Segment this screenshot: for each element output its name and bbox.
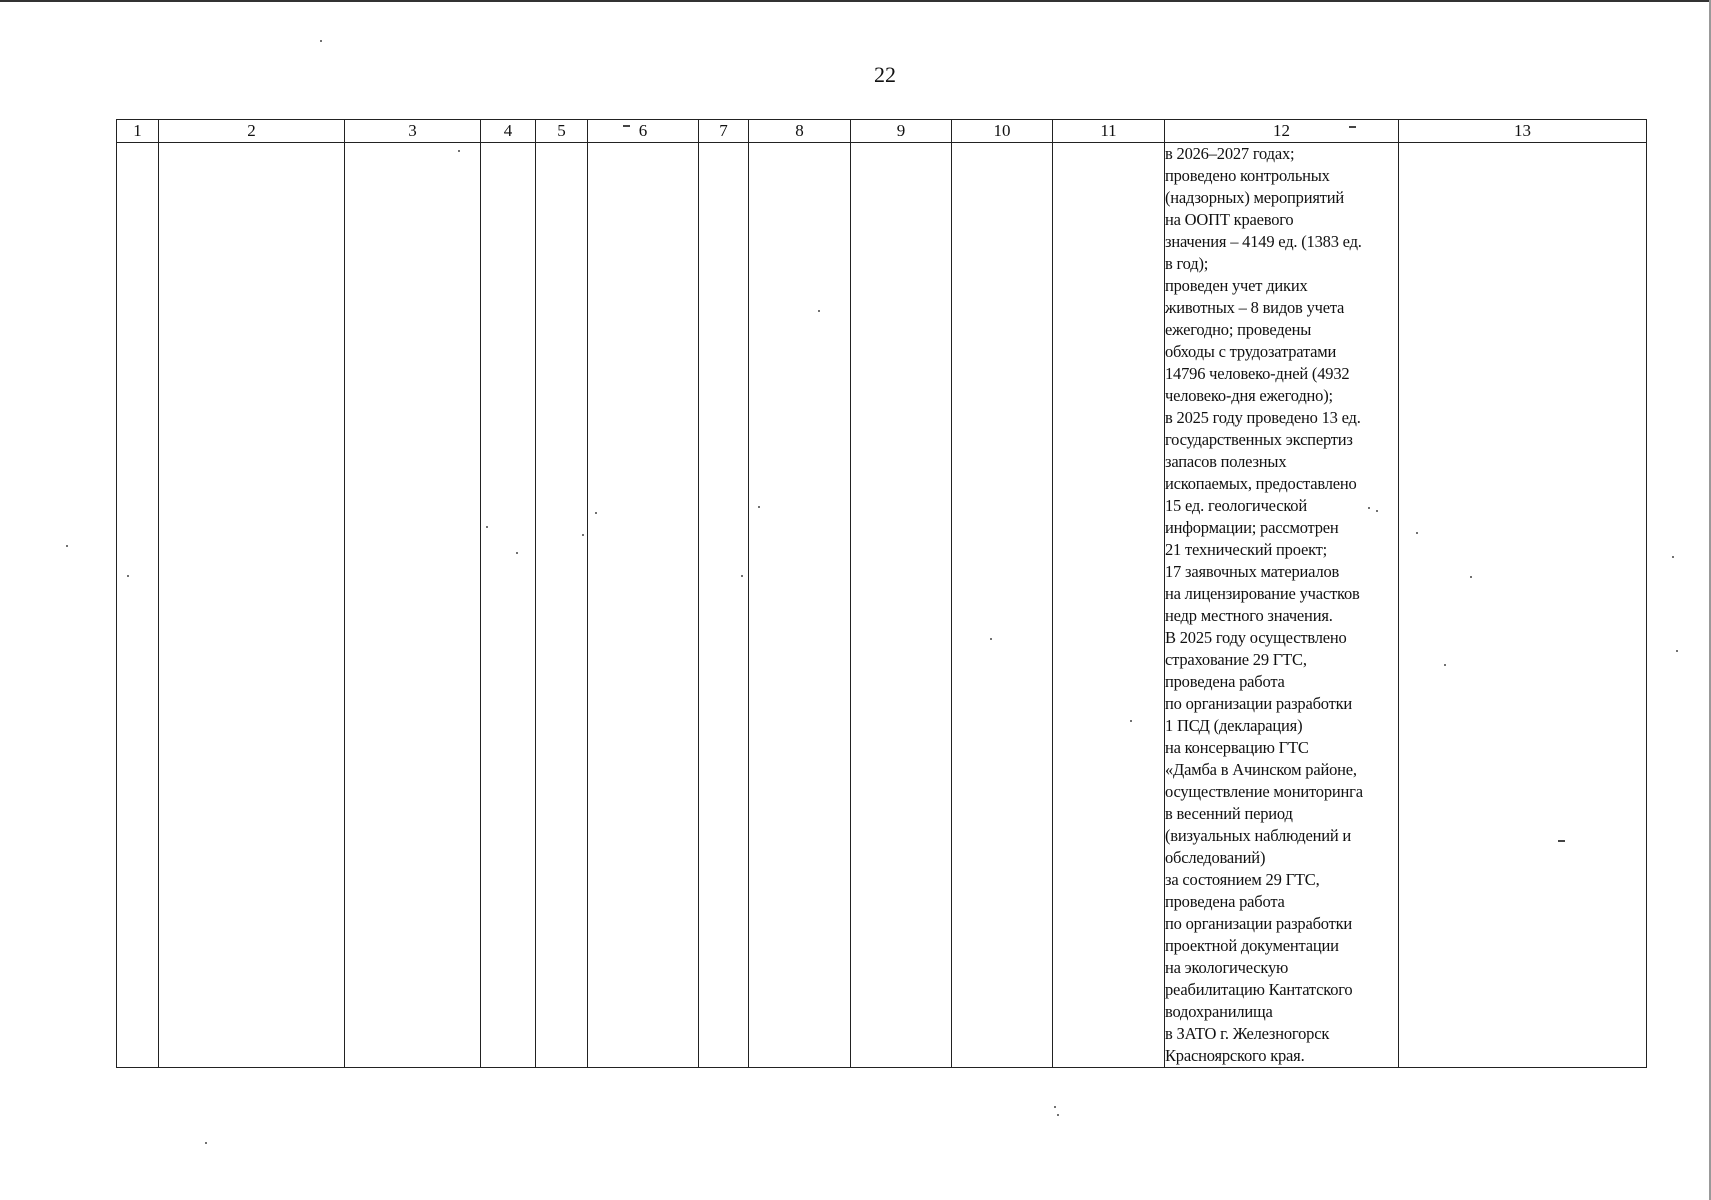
- column-header-11: 11: [1053, 120, 1165, 143]
- column-header-12: 12: [1165, 120, 1399, 143]
- scan-speck: [1057, 1114, 1059, 1116]
- scan-speck: [741, 575, 743, 577]
- cell-col-7: [699, 143, 749, 1068]
- result-line: водохранилища: [1165, 1002, 1273, 1021]
- cell-col-5: [536, 143, 588, 1068]
- cell-col-12-results: [1165, 143, 1399, 1068]
- column-header-4: 4: [481, 120, 536, 143]
- scan-speck: [818, 310, 820, 312]
- page-number: 22: [874, 62, 896, 87]
- result-line: за состоянием 29 ГТС,: [1165, 870, 1320, 889]
- cell-col-2: [159, 143, 345, 1068]
- scan-dash: [1349, 126, 1356, 128]
- scan-speck: [516, 552, 518, 554]
- column-header-1: 1: [117, 120, 159, 143]
- result-line: на ООПТ краевого: [1165, 210, 1294, 229]
- scan-speck: [1376, 510, 1378, 512]
- result-line: «Дамба в Ачинском районе,: [1165, 760, 1357, 779]
- result-line: на лицензирование участков: [1165, 584, 1360, 603]
- scan-speck: [127, 575, 129, 577]
- scan-speck: [595, 512, 597, 514]
- result-line: 21 технический проект;: [1165, 540, 1328, 559]
- result-line: проектной документации: [1165, 936, 1339, 955]
- result-line: (визуальных наблюдений и: [1165, 826, 1352, 845]
- result-line: (надзорных) мероприятий: [1165, 188, 1344, 207]
- result-line: проведена работа: [1165, 672, 1285, 691]
- document-table: [116, 119, 1647, 1068]
- scan-speck: [1672, 556, 1674, 558]
- result-line: в 2025 году проведено 13 ед.: [1165, 408, 1361, 427]
- result-line: на экологическую: [1165, 958, 1289, 977]
- result-line: в 2026–2027 годах;: [1165, 144, 1295, 163]
- result-line: по организации разработки: [1165, 914, 1353, 933]
- scan-speck: [582, 534, 584, 536]
- result-line: в год);: [1165, 254, 1209, 273]
- result-line: по организации разработки: [1165, 694, 1353, 713]
- result-line: недр местного значения.: [1165, 606, 1333, 625]
- result-line: на консервацию ГТС: [1165, 738, 1309, 757]
- cell-col-1: [117, 143, 159, 1068]
- column-number-row: [117, 120, 1647, 143]
- cell-col-11: [1053, 143, 1165, 1068]
- cell-col-4: [481, 143, 536, 1068]
- column-header-10: 10: [952, 120, 1053, 143]
- scan-speck: [458, 150, 460, 152]
- result-line: животных – 8 видов учета: [1165, 298, 1345, 317]
- scan-speck: [1368, 507, 1370, 509]
- cell-col-13: [1399, 143, 1647, 1068]
- cell-col-9: [851, 143, 952, 1068]
- scan-speck: [205, 1142, 207, 1144]
- cell-col-10: [952, 143, 1053, 1068]
- result-line: осуществление мониторинга: [1165, 782, 1363, 801]
- column-header-2: 2: [159, 120, 345, 143]
- cell-col-3: [345, 143, 481, 1068]
- result-line: проведен учет диких: [1165, 276, 1308, 295]
- scan-dash: [623, 125, 630, 127]
- scan-speck: [66, 545, 68, 547]
- result-line: реабилитацию Кантатского: [1165, 980, 1353, 999]
- result-line: проведена работа: [1165, 892, 1285, 911]
- result-line: обследований): [1165, 848, 1266, 867]
- result-line: ежегодно; проведены: [1165, 320, 1312, 339]
- column-header-5: 5: [536, 120, 588, 143]
- scan-edge-top: [0, 0, 1711, 2]
- result-line: обходы с трудозатратами: [1165, 342, 1337, 361]
- scan-speck: [990, 638, 992, 640]
- cell-col-8: [749, 143, 851, 1068]
- scan-speck: [1416, 532, 1418, 534]
- column-header-8: 8: [749, 120, 851, 143]
- result-line: в ЗАТО г. Железногорск: [1165, 1024, 1330, 1043]
- scan-speck: [1130, 720, 1132, 722]
- scan-speck: [486, 526, 488, 528]
- result-line: информации; рассмотрен: [1165, 518, 1339, 537]
- column-header-7: 7: [699, 120, 749, 143]
- result-line: 17 заявочных материалов: [1165, 562, 1340, 581]
- result-line: 1 ПСД (декларация): [1165, 716, 1303, 735]
- result-line: в весенний период: [1165, 804, 1293, 823]
- result-line: Красноярского края.: [1165, 1046, 1305, 1065]
- column-header-9: 9: [851, 120, 952, 143]
- scan-speck: [320, 40, 322, 42]
- cell-col-6: [588, 143, 699, 1068]
- result-line: 15 ед. геологической: [1165, 496, 1307, 515]
- result-line: запасов полезных: [1165, 452, 1287, 471]
- result-line: ископаемых, предоставлено: [1165, 474, 1357, 493]
- scan-speck: [1676, 650, 1678, 652]
- result-line: человеко-дня ежегодно);: [1165, 386, 1333, 405]
- table-row: [117, 143, 1647, 1068]
- scan-speck: [1054, 1106, 1056, 1108]
- scan-speck: [1444, 664, 1446, 666]
- result-line: страхование 29 ГТС,: [1165, 650, 1307, 669]
- scan-dash: [1558, 840, 1565, 842]
- column-header-3: 3: [345, 120, 481, 143]
- result-line: проведено контрольных: [1165, 166, 1330, 185]
- scan-speck: [1470, 576, 1472, 578]
- result-line: государственных экспертиз: [1165, 430, 1353, 449]
- result-line: В 2025 году осуществлено: [1165, 628, 1347, 647]
- column-header-6: 6: [588, 120, 699, 143]
- column-header-13: 13: [1399, 120, 1647, 143]
- result-line: 14796 человеко-дней (4932: [1165, 364, 1350, 383]
- scan-speck: [758, 506, 760, 508]
- result-line: значения – 4149 ед. (1383 ед.: [1165, 232, 1362, 251]
